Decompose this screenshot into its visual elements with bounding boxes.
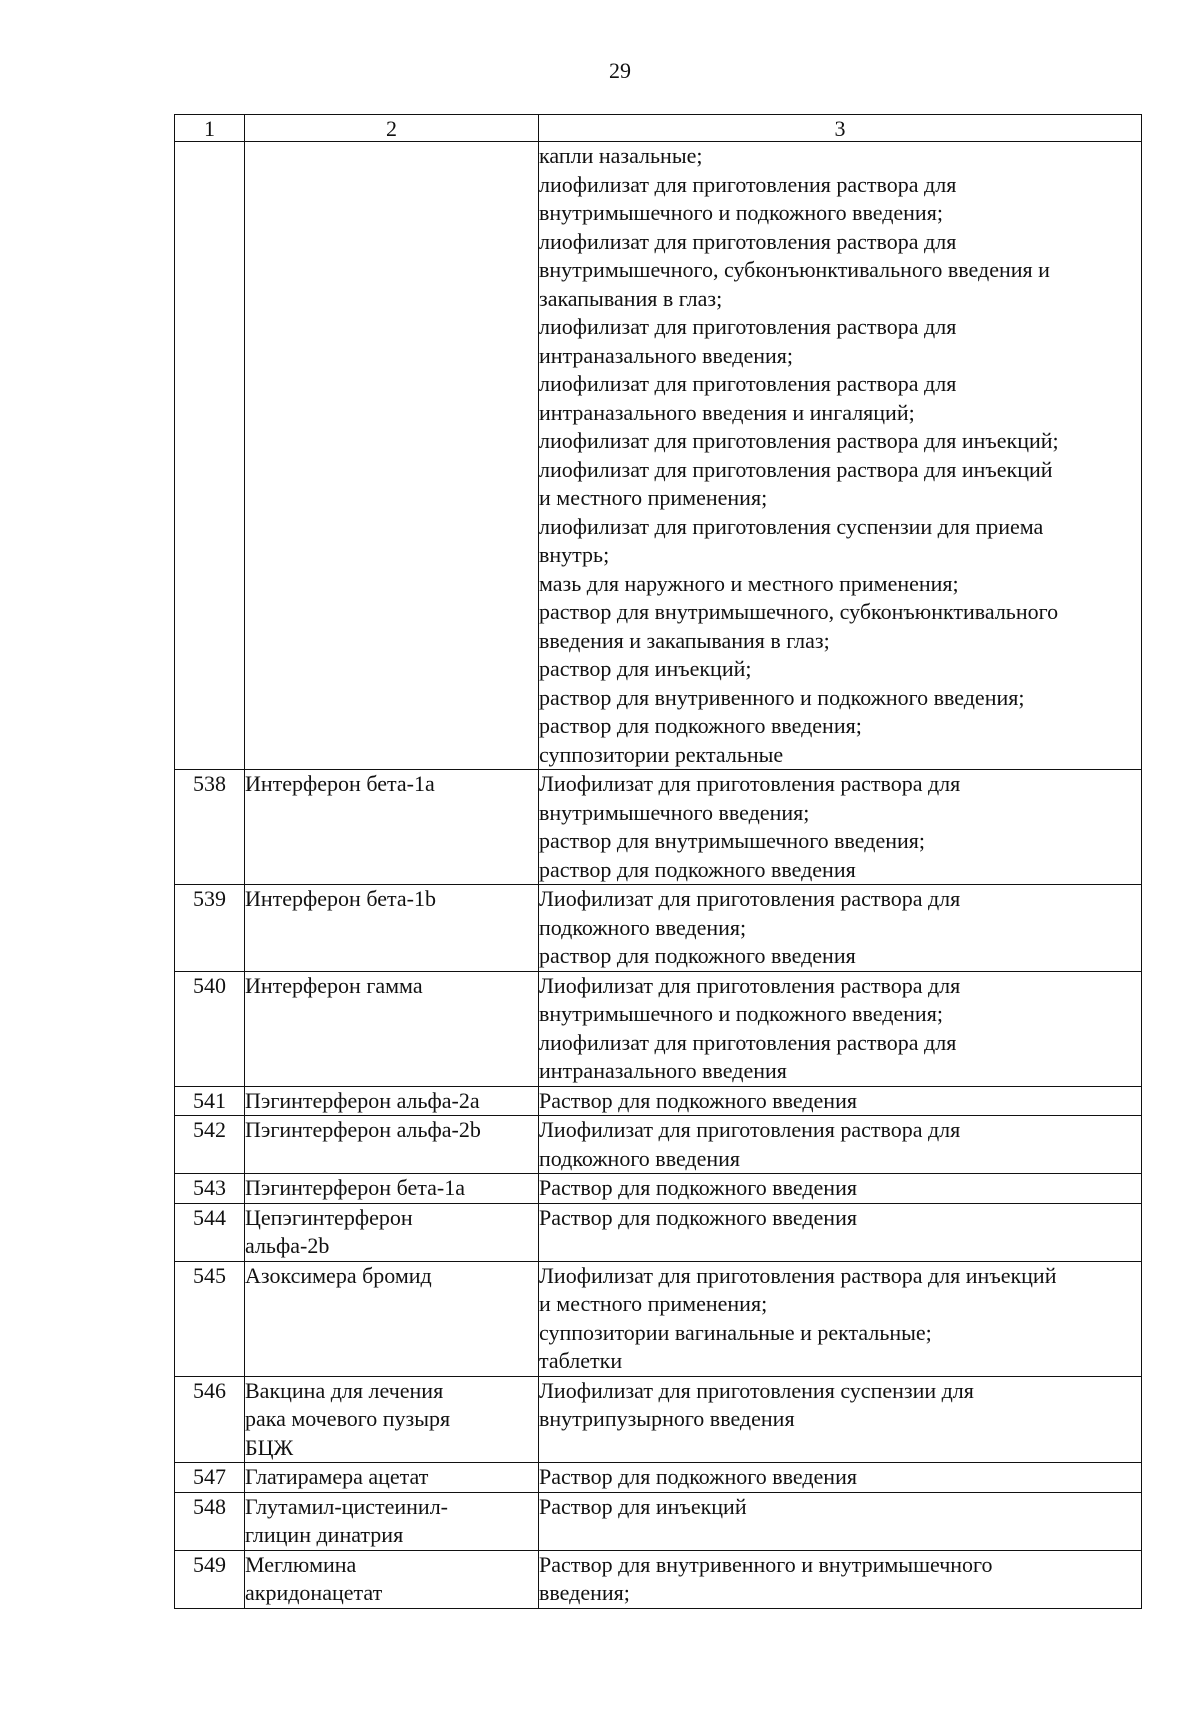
dosage-form-line: раствор для внутривенного и подкожного введения; bbox=[539, 684, 1025, 710]
dosage-form-line: лиофилизат для приготовления раствора для bbox=[539, 228, 957, 254]
dosage-form-line: введения и закапывания в глаз; bbox=[539, 627, 830, 653]
table-header-row bbox=[175, 115, 1142, 142]
drug-name-line: БЦЖ bbox=[245, 1434, 294, 1460]
drug-name-line: Пэгинтерферон альфа-2b bbox=[245, 1117, 481, 1142]
cell-number: 543 bbox=[175, 1174, 245, 1204]
cell-number: 549 bbox=[175, 1550, 245, 1608]
dosage-form-line: лиофилизат для приготовления раствора для инъекций bbox=[539, 456, 1053, 482]
dosage-form-line: раствор для подкожного введения; bbox=[539, 713, 862, 738]
cell-forms bbox=[539, 1463, 1142, 1493]
cell-name bbox=[245, 1203, 539, 1261]
dosage-form-line: Лиофилизат для приготовления раствора для bbox=[539, 886, 961, 911]
drug-name-line: рака мочевого пузыря bbox=[245, 1406, 451, 1431]
drug-name-line: Пэгинтерферон альфа-2а bbox=[245, 1087, 480, 1113]
dosage-form-line: интраназального введения и ингаляций; bbox=[539, 399, 915, 425]
table-row bbox=[175, 1492, 1142, 1550]
cell-forms bbox=[539, 885, 1142, 972]
cell-forms bbox=[539, 971, 1142, 1086]
cell-number bbox=[175, 142, 245, 770]
cell-number: 544 bbox=[175, 1203, 245, 1261]
cell-number: 547 bbox=[175, 1463, 245, 1493]
dosage-form-line: Раствор для инъекций bbox=[539, 1493, 747, 1519]
dosage-form-line: и местного применения; bbox=[539, 485, 768, 510]
cell-name bbox=[245, 971, 539, 1086]
cell-number: 539 bbox=[175, 885, 245, 972]
table-row bbox=[175, 1550, 1142, 1608]
cell-number: 546 bbox=[175, 1376, 245, 1463]
dosage-form-line: внутрь; bbox=[539, 542, 610, 567]
table-row bbox=[175, 971, 1142, 1086]
dosage-form-line: подкожного введения bbox=[539, 1145, 741, 1171]
cell-forms bbox=[539, 1492, 1142, 1550]
cell-name bbox=[245, 885, 539, 972]
dosage-form-line: раствор для подкожного введения bbox=[539, 856, 856, 882]
dosage-form-line: таблетки bbox=[539, 1348, 623, 1373]
dosage-form-line: интраназального введения bbox=[539, 1058, 787, 1083]
dosage-form-line: Лиофилизат для приготовления раствора для bbox=[539, 771, 961, 796]
cell-forms bbox=[539, 1376, 1142, 1463]
dosage-form-line: Лиофилизат для приготовления суспензии для bbox=[539, 1377, 974, 1403]
dosage-form-line: введения; bbox=[539, 1580, 630, 1605]
table-row bbox=[175, 1463, 1142, 1493]
dosage-form-line: закапывания в глаз; bbox=[539, 285, 723, 311]
dosage-form-line: внутримышечного, субконъюнктивального введения и bbox=[539, 257, 1050, 282]
cell-forms bbox=[539, 770, 1142, 885]
drug-name-line: Интерферон бета-1а bbox=[245, 771, 435, 796]
cell-forms bbox=[539, 1086, 1142, 1116]
drug-name-line: Глатирамера ацетат bbox=[245, 1464, 429, 1489]
cell-name bbox=[245, 1116, 539, 1174]
cell-forms bbox=[539, 1550, 1142, 1608]
cell-name bbox=[245, 1376, 539, 1463]
dosage-form-line: Лиофилизат для приготовления раствора для bbox=[539, 1117, 961, 1142]
table-row bbox=[175, 1261, 1142, 1376]
cell-name bbox=[245, 1492, 539, 1550]
drug-name-line: Интерферон гамма bbox=[245, 972, 423, 998]
dosage-form-line: Раствор для подкожного введения bbox=[539, 1204, 857, 1230]
dosage-form-line: и местного применения; bbox=[539, 1291, 768, 1316]
cell-number: 545 bbox=[175, 1261, 245, 1376]
table-row bbox=[175, 885, 1142, 972]
table-row bbox=[175, 1174, 1142, 1204]
cell-name bbox=[245, 142, 539, 770]
dosage-form-line: интраназального введения; bbox=[539, 342, 793, 368]
column-header-name: 2 bbox=[245, 115, 539, 142]
dosage-form-line: внутрипузырного введения bbox=[539, 1406, 795, 1431]
cell-name bbox=[245, 1174, 539, 1204]
cell-name bbox=[245, 1463, 539, 1493]
cell-number: 548 bbox=[175, 1492, 245, 1550]
dosage-form-line: суппозитории вагинальные и ректальные; bbox=[539, 1319, 932, 1345]
drug-name-line: альфа-2b bbox=[245, 1233, 330, 1258]
dosage-form-line: Раствор для подкожного введения bbox=[539, 1175, 857, 1200]
drug-name-line: Меглюмина bbox=[245, 1551, 357, 1577]
dosage-form-line: раствор для инъекций; bbox=[539, 656, 752, 681]
table-row bbox=[175, 1203, 1142, 1261]
cell-name bbox=[245, 1550, 539, 1608]
drug-name-line: Глутамил-цистеинил- bbox=[245, 1493, 449, 1519]
drug-name-line: Вакцина для лечения bbox=[245, 1377, 444, 1403]
cell-number: 538 bbox=[175, 770, 245, 885]
dosage-form-line: внутримышечного и подкожного введения; bbox=[539, 1001, 943, 1026]
drug-table bbox=[174, 114, 1142, 1609]
dosage-form-line: внутримышечного и подкожного введения; bbox=[539, 200, 943, 225]
dosage-form-line: капли назальные; bbox=[539, 143, 703, 168]
dosage-form-line: подкожного введения; bbox=[539, 914, 747, 940]
drug-name-line: Цепэгинтерферон bbox=[245, 1204, 413, 1230]
cell-name bbox=[245, 1086, 539, 1116]
dosage-form-line: суппозитории ректальные bbox=[539, 741, 784, 767]
drug-name-line: акридонацетат bbox=[245, 1580, 383, 1605]
dosage-form-line: лиофилизат для приготовления раствора для bbox=[539, 1029, 957, 1055]
cell-forms bbox=[539, 142, 1142, 770]
drug-name-line: Интерферон бета-1b bbox=[245, 886, 436, 911]
dosage-form-line: лиофилизат для приготовления раствора для bbox=[539, 171, 957, 197]
dosage-form-line: Раствор для внутривенного и внутримышечного bbox=[539, 1551, 993, 1577]
cell-forms bbox=[539, 1203, 1142, 1261]
page-number: 29 bbox=[609, 58, 631, 83]
table-row bbox=[175, 770, 1142, 885]
dosage-form-line: раствор для внутримышечного введения; bbox=[539, 828, 926, 853]
dosage-form-line: лиофилизат для приготовления суспензии для приема bbox=[539, 513, 1044, 539]
cell-name bbox=[245, 770, 539, 885]
drug-name-line: Азоксимера бромид bbox=[245, 1262, 432, 1288]
dosage-form-line: раствор для внутримышечного, субконъюнктивального bbox=[539, 599, 1059, 624]
column-header-forms: 3 bbox=[539, 115, 1142, 142]
dosage-form-line: внутримышечного введения; bbox=[539, 799, 810, 825]
table-row bbox=[175, 1086, 1142, 1116]
table-row bbox=[175, 1376, 1142, 1463]
dosage-form-line: Раствор для подкожного введения bbox=[539, 1087, 857, 1113]
dosage-form-line: Лиофилизат для приготовления раствора для инъекций bbox=[539, 1262, 1057, 1288]
cell-name bbox=[245, 1261, 539, 1376]
cell-number: 541 bbox=[175, 1086, 245, 1116]
dosage-form-line: лиофилизат для приготовления раствора для bbox=[539, 314, 957, 339]
cell-forms bbox=[539, 1261, 1142, 1376]
cell-forms bbox=[539, 1116, 1142, 1174]
dosage-form-line: Лиофилизат для приготовления раствора для bbox=[539, 972, 961, 998]
cell-number: 540 bbox=[175, 971, 245, 1086]
dosage-form-line: мазь для наружного и местного применения; bbox=[539, 570, 959, 596]
drug-name-line: глицин динатрия bbox=[245, 1522, 404, 1547]
dosage-form-line: лиофилизат для приготовления раствора для bbox=[539, 371, 957, 396]
cell-forms bbox=[539, 1174, 1142, 1204]
cell-number: 542 bbox=[175, 1116, 245, 1174]
dosage-form-line: Раствор для подкожного введения bbox=[539, 1464, 857, 1489]
drug-name-line: Пэгинтерферон бета-1а bbox=[245, 1175, 465, 1200]
dosage-form-line: раствор для подкожного введения bbox=[539, 943, 856, 968]
table-row bbox=[175, 1116, 1142, 1174]
table-row-continuation bbox=[175, 142, 1142, 770]
column-header-number: 1 bbox=[175, 115, 245, 142]
dosage-form-line: лиофилизат для приготовления раствора для инъекций; bbox=[539, 428, 1059, 453]
